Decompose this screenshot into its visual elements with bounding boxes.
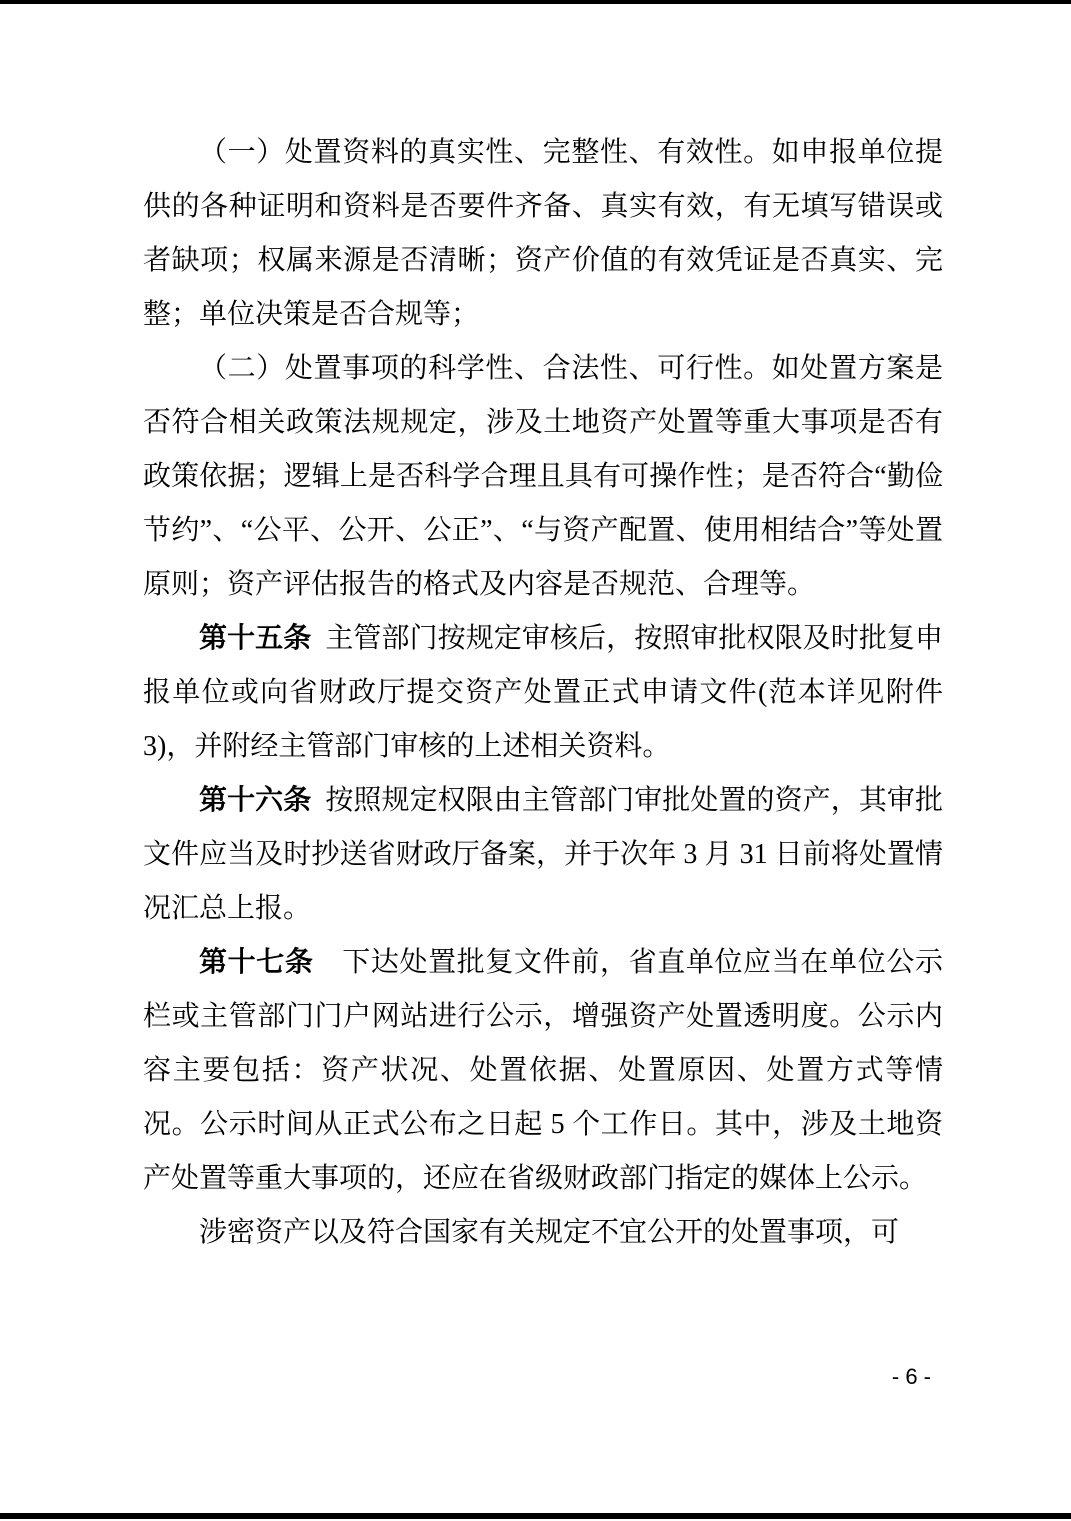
- article-number: 第十五条: [199, 623, 312, 654]
- scan-edge-top: [0, 0, 1071, 4]
- document-body: [143, 126, 943, 1260]
- paragraph: [143, 612, 943, 774]
- paragraph-text: 涉密资产以及符合国家有关规定不宜公开的处置事项，可: [199, 1217, 900, 1248]
- paragraph-text: 主管部门按规定审核后，按照审批权限及时批复申报单位或向省财政厅提交资产处置正式申请文件(范本详见附件 3)，并附经主管部门审核的上述相关资料。: [143, 623, 943, 762]
- paragraph: [143, 1206, 943, 1260]
- page-number: - 6 -: [891, 1364, 931, 1389]
- article-number: 第十六条: [199, 785, 312, 816]
- paragraph-text: 按照规定权限由主管部门审批处置的资产，其审批文件应当及时抄送省财政厅备案，并于次年 3 月 31 日前将处置情况汇总上报。: [143, 785, 943, 924]
- paragraph: [143, 774, 943, 936]
- scan-edge-bottom: [0, 1513, 1071, 1519]
- paragraph: [143, 936, 943, 1206]
- paragraph: [143, 126, 943, 342]
- paragraph-text: 下达处置批复文件前，省直单位应当在单位公示栏或主管部门门户网站进行公示，增强资产处置透明度。公示内容主要包括：资产状况、处置依据、处置原因、处置方式等情况。公示时间从正式公布之日起 5 个工作日。其中，涉及土地资产处置等重大事项的，还应在省级财政部门指定的媒体上公示。: [143, 947, 943, 1194]
- paragraph: [143, 342, 943, 612]
- article-number: 第十七条: [199, 947, 314, 978]
- paragraph-text: （一）处置资料的真实性、完整性、有效性。如申报单位提供的各种证明和资料是否要件齐备、真实有效，有无填写错误或者缺项；权属来源是否清晰；资产价值的有效凭证是否真实、完整；单位决策是否合规等；: [143, 137, 943, 330]
- paragraph-text: （二）处置事项的科学性、合法性、可行性。如处置方案是否符合相关政策法规规定，涉及土地资产处置等重大事项是否有政策依据；逻辑上是否科学合理且具有可操作性；是否符合“勤俭节约”、“公平、公开、公正”、“与资产配置、使用相结合”等处置原则；资产评估报告的格式及内容是否规范、合理等。: [143, 353, 943, 600]
